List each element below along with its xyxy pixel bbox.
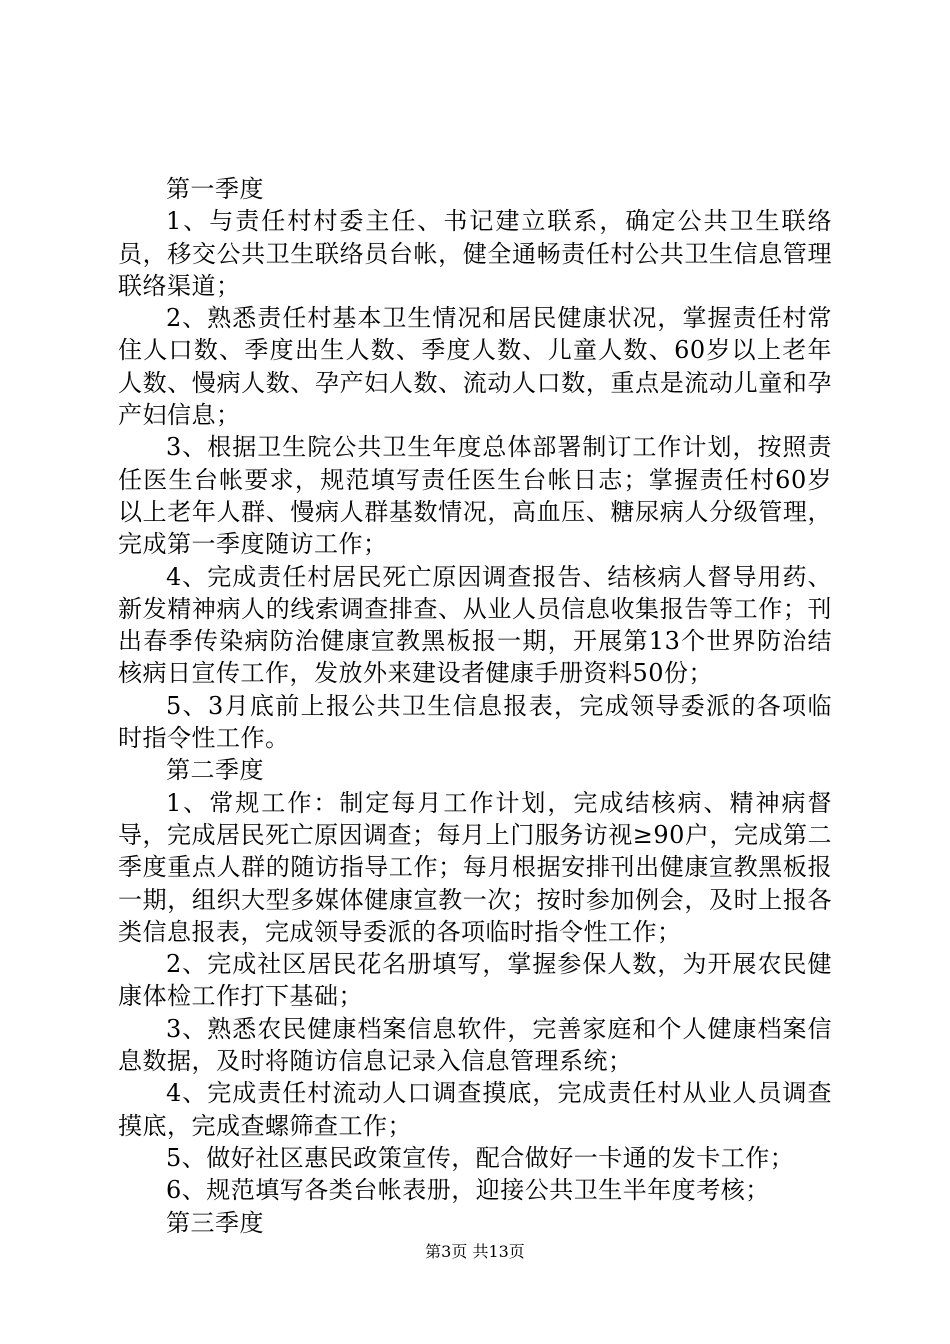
paragraph: 4、完成责任村居民死亡原因调查报告、结核病人督导用药、新发精神病人的线索调查排查、从业人员信息收集报告等工作；刊出春季传染病防治健康宣教黑板报一期，开展第13个世界防治结核病日宣传工作，发放外来建设者健康手册资料50份； xyxy=(118,562,832,688)
paragraph: 5、3月底前上报公共卫生信息报表，完成领导委派的各项临时指令性工作。 xyxy=(118,691,832,753)
paragraph: 2、完成社区居民花名册填写，掌握参保人数，为开展农民健康体检工作打下基础； xyxy=(118,950,832,1011)
paragraph: 3、根据卫生院公共卫生年度总体部署制订工作计划，按照责任医生台帐要求，规范填写责任医生台帐日志；掌握责任村60岁以上老年人群、慢病人群基数情况，高血压、糖尿病人分级管理，完成第一季度随访工作； xyxy=(118,433,832,559)
heading-quarter-2: 第二季度 xyxy=(166,756,264,785)
paragraph: 3、熟悉农民健康档案信息软件，完善家庭和个人健康档案信息数据，及时将随访信息记录入信息管理系统； xyxy=(118,1014,832,1076)
document-body xyxy=(118,173,832,1239)
paragraph: 1、常规工作：制定每月工作计划，完成结核病、精神病督导，完成居民死亡原因调查；每月上门服务访视≥90户，完成第二季度重点人群的随访指导工作；每月根据安排刊出健康宣教黑板报一期，组织大型多媒体健康宣教一次；按时参加例会，及时上报各类信息报表，完成领导委派的各项临时指令性工作； xyxy=(118,788,832,946)
paragraph: 4、完成责任村流动人口调查摸底，完成责任村从业人员调查摸底，完成查螺筛查工作； xyxy=(118,1079,832,1140)
page-number-footer: 第3页 共13页 xyxy=(425,1242,525,1261)
paragraph: 6、规范填写各类台帐表册，迎接公共卫生半年度考核； xyxy=(166,1176,770,1205)
paragraph: 5、做好社区惠民政策宣传，配合做好一卡通的发卡工作； xyxy=(166,1143,795,1172)
heading-quarter-3: 第三季度 xyxy=(166,1208,264,1237)
paragraph: 2、熟悉责任村基本卫生情况和居民健康状况，掌握责任村常住人口数、季度出生人数、季度人数、儿童人数、60岁以上老年人数、慢病人数、孕产妇人数、流动人口数，重点是流动儿童和孕产妇信息； xyxy=(118,304,832,430)
paragraph: 1、与责任村村委主任、书记建立联系，确定公共卫生联络员，移交公共卫生联络员台帐，健全通畅责任村公共卫生信息管理联络渠道； xyxy=(118,207,832,300)
heading-quarter-1: 第一季度 xyxy=(166,175,264,203)
